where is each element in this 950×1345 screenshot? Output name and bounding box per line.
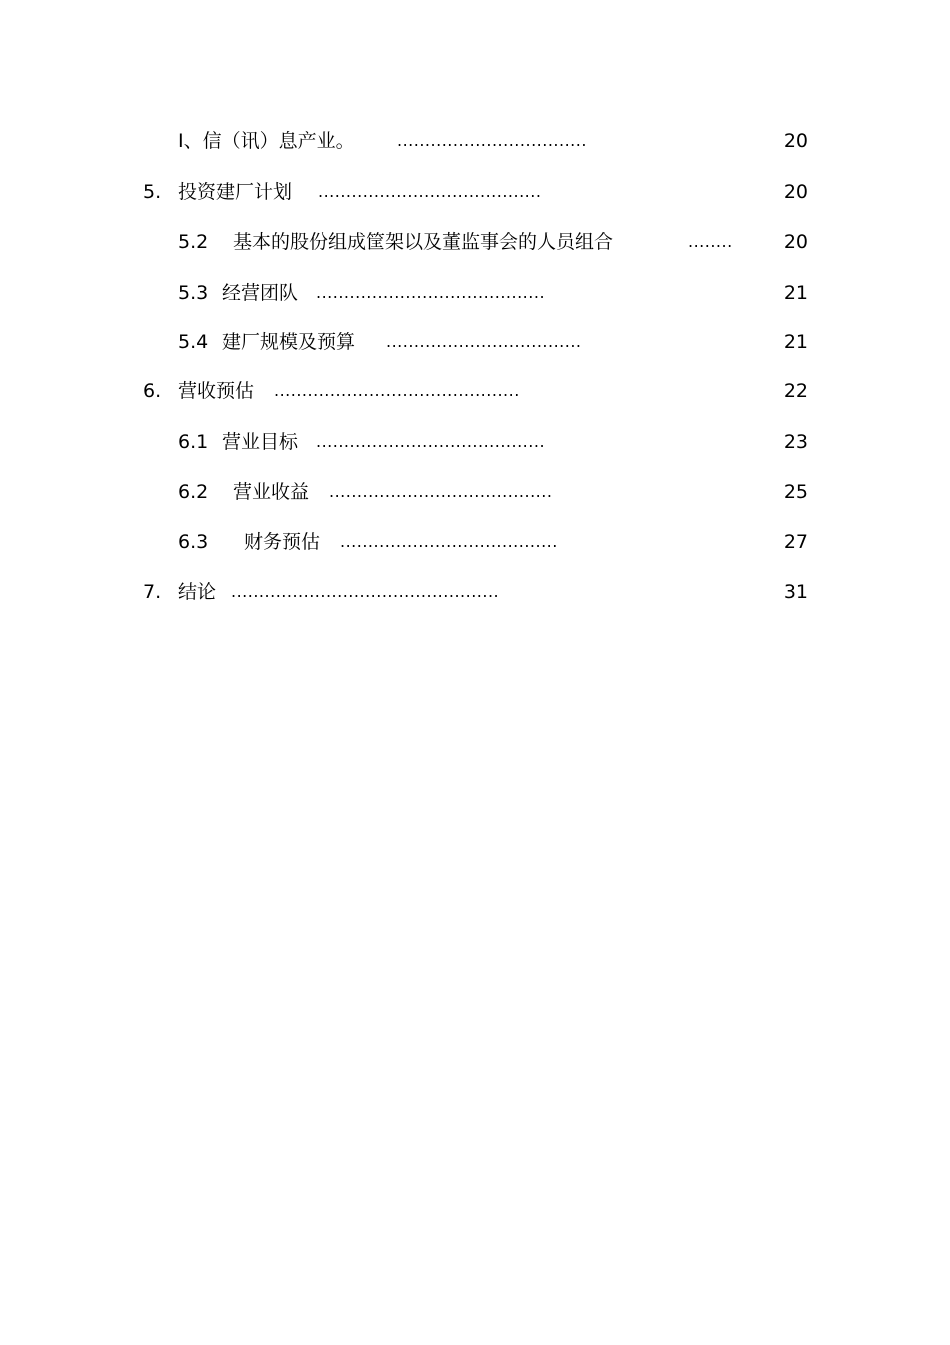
toc-entry-number: 6. (143, 380, 162, 402)
toc-entry-leader: ............................................ (274, 381, 520, 400)
toc-entry-leader: ................................... (386, 332, 582, 351)
toc-entry-title: 建厂规模及预算 (222, 331, 356, 353)
toc-entry[interactable] (0, 126, 950, 156)
toc-entry[interactable] (0, 278, 950, 308)
toc-entry-leader: ........................................ (318, 182, 542, 201)
toc-entry-title: 结论 (178, 581, 217, 603)
toc-entry-number: 6.3 (178, 531, 209, 553)
toc-entry-page: 23 (783, 431, 808, 453)
toc-entry-number: 7. (143, 581, 162, 603)
toc-entry-page: 20 (783, 231, 808, 253)
toc-entry[interactable] (0, 177, 950, 207)
toc-entry-leader: ....................................... (340, 532, 558, 551)
toc-entry[interactable] (0, 577, 950, 607)
toc-entry-title: 营业收益 (233, 481, 310, 503)
toc-entry-number: 5. (143, 181, 162, 203)
toc-entry-leader: ......................................... (316, 432, 546, 451)
toc-entry-number: 6.1 (178, 431, 209, 453)
toc-entry-page: 20 (783, 130, 808, 152)
toc-entry[interactable] (0, 327, 950, 357)
toc-entry-leader: ......................................... (316, 283, 546, 302)
toc-entry-page: 21 (783, 282, 808, 304)
toc-entry[interactable] (0, 477, 950, 507)
toc-entry-page: 31 (783, 581, 808, 603)
toc-entry-page: 22 (783, 380, 808, 402)
toc-entry-title: 基本的股份组成筐架以及董监事会的人员组合 (233, 231, 614, 253)
toc-entry-leader: ........................................ (329, 482, 553, 501)
toc-entry-title: 营收预估 (178, 380, 255, 402)
toc-entry-page: 20 (783, 181, 808, 203)
toc-entry-page: 21 (783, 331, 808, 353)
toc-entry-leader: ................................................ (231, 582, 500, 601)
toc-entry-number: 5.3 (178, 282, 209, 304)
toc-entry-title: 财务预估 (244, 531, 321, 553)
toc-entry-title: I、信（讯）息产业。 (178, 130, 355, 152)
toc-entry-number: 5.4 (178, 331, 209, 353)
toc-entry-title: 营业目标 (222, 431, 299, 453)
toc-entry[interactable] (0, 227, 950, 257)
toc-entry[interactable] (0, 427, 950, 457)
toc-entry-leader: ........ (688, 232, 733, 251)
toc-entry-leader: .................................. (397, 131, 587, 150)
toc-entry[interactable] (0, 527, 950, 557)
toc-entry-page: 25 (783, 481, 808, 503)
toc-entry[interactable] (0, 376, 950, 406)
toc-entry-page: 27 (783, 531, 808, 553)
toc-entry-title: 经营团队 (222, 282, 299, 304)
toc-entry-number: 6.2 (178, 481, 209, 503)
toc-entry-number: 5.2 (178, 231, 209, 253)
toc-entry-title: 投资建厂计划 (178, 181, 293, 203)
